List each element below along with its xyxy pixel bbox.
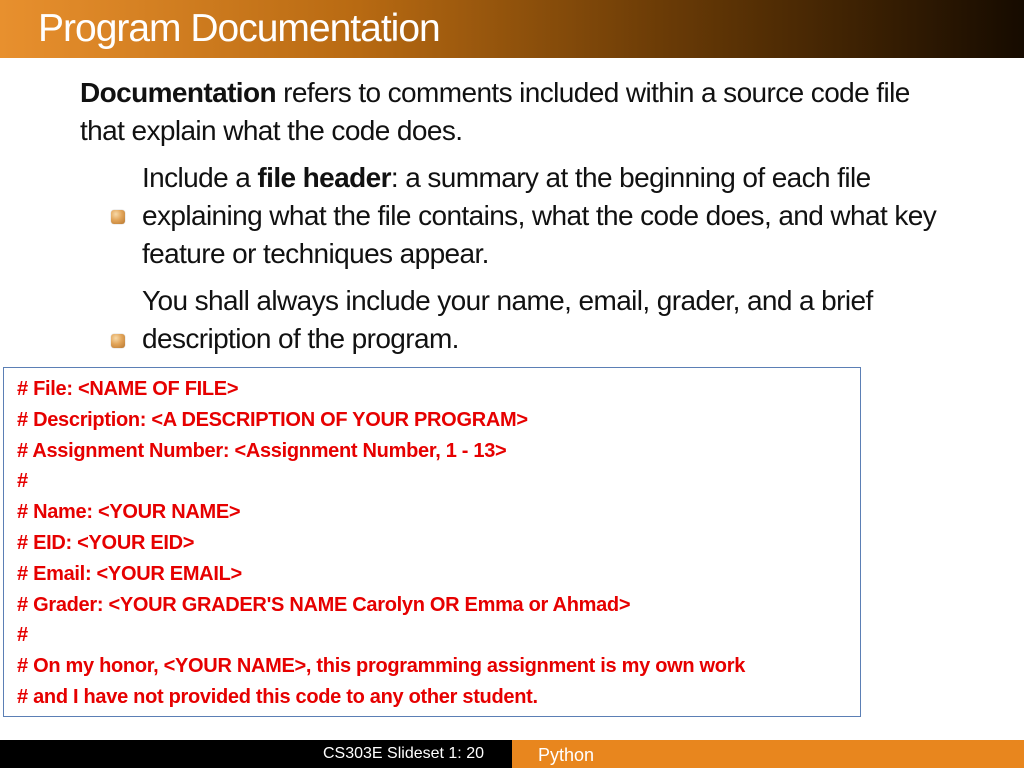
intro-paragraph bbox=[80, 74, 960, 150]
intro-term: Documentation bbox=[80, 77, 276, 108]
intro-rest: refers to comments included within a source code file that explain what the code does. bbox=[80, 77, 910, 146]
code-line: # Description: <A DESCRIPTION OF YOUR PROGRAM> bbox=[17, 408, 528, 431]
code-line: # EID: <YOUR EID> bbox=[17, 531, 195, 554]
code-lines bbox=[17, 374, 745, 713]
slide-title: Program Documentation bbox=[38, 7, 440, 50]
bullet-item-include-info: You shall always include your name, email, grader, and a brief description of the program. bbox=[142, 285, 873, 354]
bullet-item-file-header bbox=[142, 159, 962, 273]
code-line: # Name: <YOUR NAME> bbox=[17, 501, 241, 524]
bullet-icon bbox=[111, 210, 125, 224]
code-line: # Email: <YOUR EMAIL> bbox=[17, 562, 242, 585]
code-line: # bbox=[17, 470, 28, 493]
title-bar bbox=[0, 0, 1024, 58]
footer-left bbox=[0, 740, 512, 768]
code-line: # Assignment Number: <Assignment Number, 1 - 13> bbox=[17, 439, 507, 462]
code-line: # File: <NAME OF FILE> bbox=[17, 378, 239, 400]
bullet-lead: Include a bbox=[142, 162, 258, 193]
bullet-rest: : a summary at the beginning of each file explaining what the file contains, what the code does, and what key feature or techniques appear. bbox=[142, 162, 937, 269]
code-line: # and I have not provided this code to any other student. bbox=[17, 685, 538, 708]
footer-right bbox=[512, 740, 1024, 768]
bullet-term: file header bbox=[257, 162, 391, 193]
footer-slide-number: CS303E Slideset 1: 20 bbox=[323, 745, 484, 762]
code-line: # Grader: <YOUR GRADER'S NAME Carolyn OR Emma or Ahmad> bbox=[17, 593, 631, 616]
code-line: # On my honor, <YOUR NAME>, this programming assignment is my own work bbox=[17, 655, 746, 678]
code-header-box bbox=[3, 367, 861, 717]
bullet-icon bbox=[111, 334, 125, 348]
code-line: # bbox=[17, 624, 28, 647]
footer-course-label: Python bbox=[538, 745, 595, 765]
